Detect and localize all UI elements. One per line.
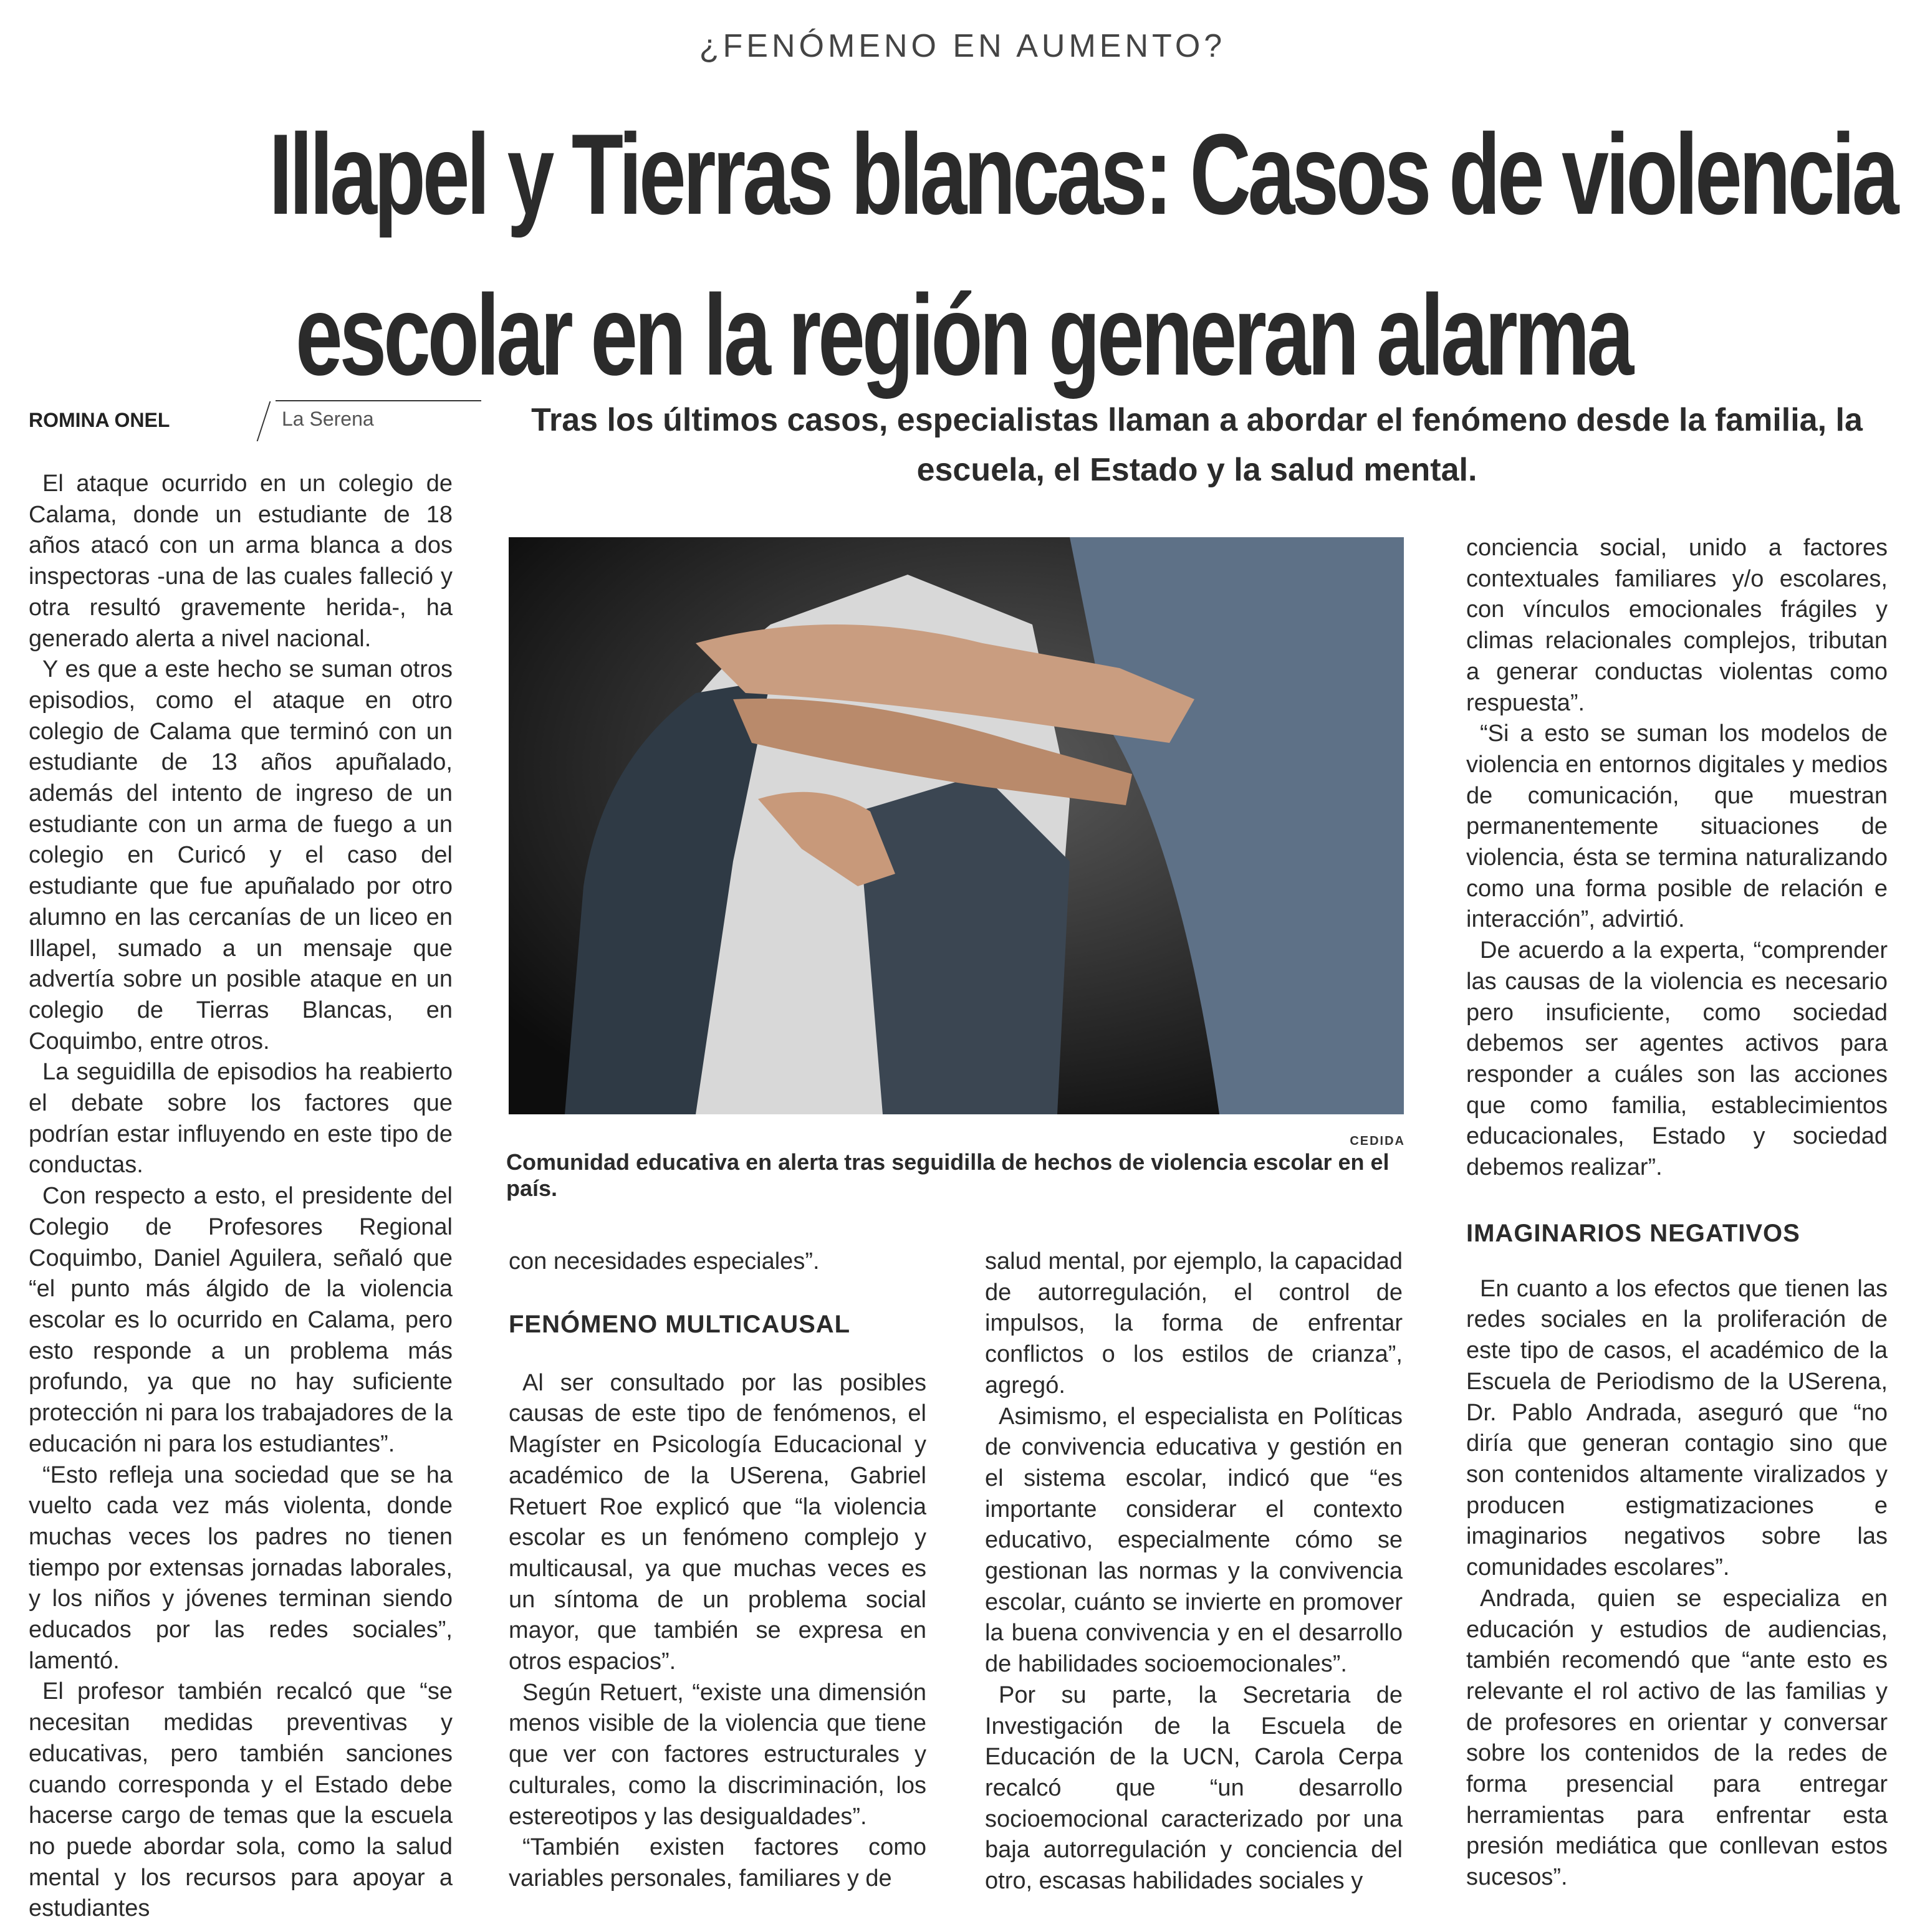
paragraph: La seguidilla de episodios ha reabierto el debate sobre los factores que podrían estar influyendo en este tipo de conductas. (29, 1059, 453, 1179)
article-column-3 (985, 1246, 1403, 1897)
paragraph: Al ser consultado por las posibles causas de este tipo de fenómenos, el Magíster en Psicología Educacional y académico de la USerena, Gabriel Retuert Roe explicó que “la violencia escolar es un fenómeno complejo y multicausal, ya que muchas veces es un síntoma de un problema social mayor, que también se expresa en otros espacios”. (509, 1369, 926, 1675)
paragraph: Y es que a este hecho se suman otros episodios, como el ataque en otro colegio de Calama que terminó con un estudiante de 13 años apuñalado, además del intento de ingreso de un estudiante con un arma de fuego a un colegio en Curicó y el caso del estudiante que fue apuñalado por otro alumno en las cercanías de un liceo en Illapel, sumado a un mensaje que advertía sobre un posible ataque en un colegio de Tierras Blancas, en Coquimbo, entre otros. (29, 656, 453, 1054)
byline (29, 400, 453, 440)
paragraph: De acuerdo a la experta, “comprender las causas de la violencia es necesario pero insuficiente, como sociedad debemos ser agentes activos para responder a cuáles son las acciones que como familia, establecimientos educacionales, Estado y sociedad debemos realizar”. (1466, 937, 1888, 1181)
paragraph: con necesidades especiales”. (509, 1248, 820, 1274)
article-column-4 (1466, 533, 1888, 1893)
byline-city: La Serena (282, 408, 374, 430)
subhead: Tras los últimos casos, especialistas llaman a abordar el fenómeno desde la familia, la escuela, el Estado y la salud mental. (531, 402, 1863, 488)
byline-rule (276, 400, 481, 401)
paragraph: conciencia social, unido a factores contextuales familiares y/o escolares, con vínculos emocionales frágiles y climas relacionales complejos, tributan a generar conductas violentas como respuesta”. (1466, 535, 1888, 716)
paragraph: “Esto refleja una sociedad que se ha vuelto cada vez más violenta, donde muchas veces los padres no tienen tiempo por extensas jornadas laborales, y los niños y jóvenes terminan siendo educados por las redes sociales”, lamentó. (29, 1461, 453, 1674)
article-column-2 (509, 1246, 926, 1895)
paragraph: salud mental, por ejemplo, la capacidad de autorregulación, el control de impulsos, la forma de enfrentar conflictos o los estilos de crianza”, agregó. (985, 1248, 1403, 1399)
paragraph: Por su parte, la Secretaria de Investigación de la Escuela de Educación de la UCN, Carola Cerpa recalcó que “un desarrollo socioemocional caracterizado por una baja autorregulación y conciencia del otro, escasas habilidades sociales y (985, 1681, 1403, 1895)
news-photo (509, 537, 1404, 1114)
paragraph: El ataque ocurrido en un colegio de Calama, donde un estudiante de 18 años atacó con un arma blanca a dos inspectoras -una de las cuales falleció y otra resultó gravemente herida-, ha generado alerta a nivel nacional. (29, 471, 453, 652)
section-heading: IMAGINARIOS NEGATIVOS (1466, 1219, 1800, 1247)
paragraph: “Si a esto se suman los modelos de violencia en entornos digitales y medios de comunicación, que muestran permanentemente situaciones de violencia, ésta se termina naturalizando como una forma posible de relación e interacción”, advirtió. (1466, 720, 1888, 933)
byline-author: ROMINA ONEL (29, 409, 170, 431)
headline-line-2: escolar en la región generan alarma (295, 270, 1631, 399)
photo-caption: Comunidad educativa en alerta tras seguidilla de hechos de violencia escolar en el país. (506, 1149, 1390, 1201)
paragraph: Con respecto a esto, el presidente del Colegio de Profesores Regional Coquimbo, Daniel Aguilera, señaló que “el punto más álgido de la violencia escolar es lo ocurrido en Calama, pero esto responde a un problema más profundo, ya que no hay suficiente protección ni para los trabajadores de la educación ni para los estudiantes”. (29, 1183, 453, 1457)
section-heading: FENÓMENO MULTICAUSAL (509, 1310, 851, 1338)
paragraph: Andrada, quien se especializa en educación y estudios de audiencias, también recomendó que “ante esto es relevante el rol activo de las familias y de profesores en orientar y conversar sobre los contenidos de la redes de forma presencial para entregar herramientas para enfrentar esta presión mediática que conllevan estos sucesos”. (1466, 1585, 1888, 1891)
paragraph: Asimismo, el especialista en Políticas de convivencia educativa y gestión en el sistema escolar, indicó que “es importante considerar el contexto educativo, especialmente cómo se gestionan las normas y la convivencia escolar, cuánto se invierte en promover la buena convivencia y en el desarrollo de habilidades socioemocionales”. (985, 1403, 1403, 1678)
headline (25, 93, 1901, 415)
paragraph: El profesor también recalcó que “se necesitan medidas preventivas y educativas, pero también sanciones cuando corresponda y el Estado debe hacerse cargo de temas que la escuela no puede abordar sola, como la salud mental y los recursos para apoyar a estudiantes (29, 1678, 453, 1922)
paragraph: En cuanto a los efectos que tienen las redes sociales en la proliferación de este tipo de casos, el académico de la Escuela de Periodismo de la USerena, Dr. Pablo Andrada, aseguró que “no diría que generan contagio sino que son contenidos altamente viralizados y producen estigmatizaciones e imaginarios negativos sobre las comunidades escolares”. (1466, 1275, 1888, 1581)
paragraph: Según Retuert, “existe una dimensión menos visible de la violencia que tiene que ver con factores estructurales y culturales, como la discriminación, los estereotipos y las desigualdades”. (509, 1679, 926, 1830)
kicker: ¿FENÓMENO EN AUMENTO? (699, 28, 1226, 64)
photo-illustration (509, 537, 1404, 1114)
paragraph: “También existen factores como variables personales, familiares y de (509, 1834, 926, 1891)
byline-divider (257, 401, 271, 441)
article-column-1 (29, 469, 453, 1925)
photo-credit: CEDIDA (1350, 1134, 1405, 1148)
headline-line-1: Illapel y Tierras blancas: Casos de violencia (269, 110, 1896, 238)
